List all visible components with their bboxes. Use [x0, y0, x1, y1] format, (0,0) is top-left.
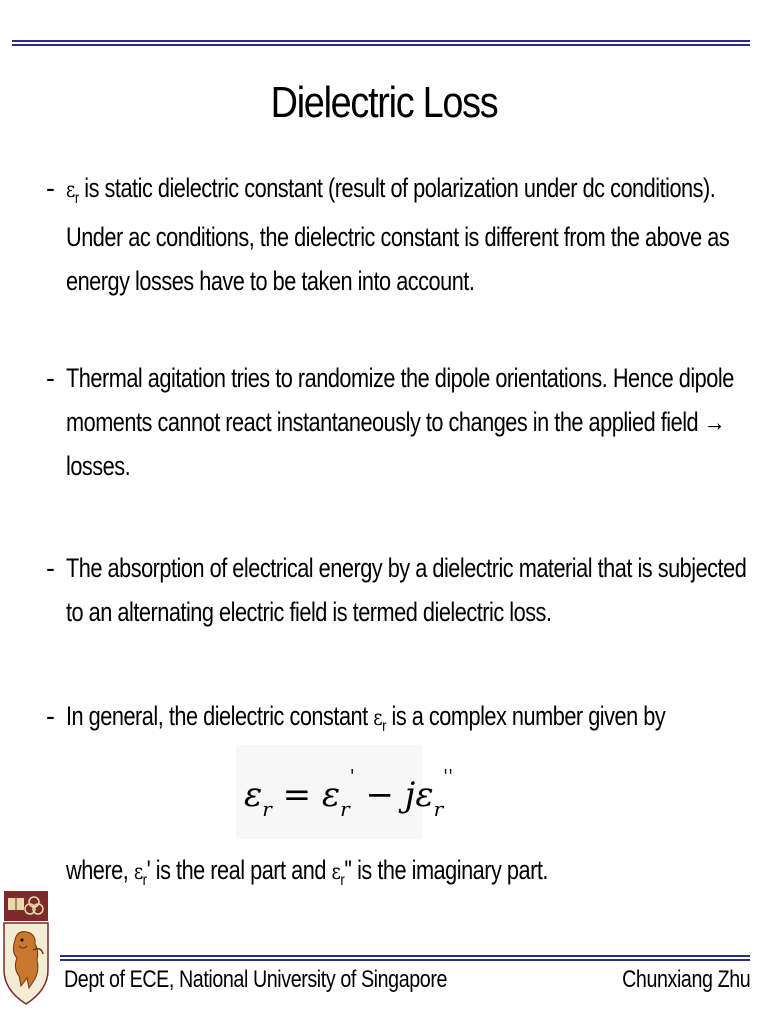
slide-title: Dielectric Loss: [270, 78, 498, 127]
bullet-text: [66, 694, 755, 743]
where-suffix: is the imaginary part.: [351, 855, 548, 885]
footer-department: Dept of ECE, National University of Singapore: [64, 966, 448, 993]
bullet-text: [66, 166, 755, 303]
eq-minus-j: − j: [354, 775, 416, 815]
where-prefix: where,: [66, 855, 134, 885]
bullet-thermal-agitation: [46, 356, 746, 488]
eq-equals: =: [271, 775, 322, 815]
bottom-divider: [60, 955, 750, 961]
bullet-dash: -: [46, 173, 55, 203]
bullet-absorption: [46, 546, 746, 634]
prime-real: ': [146, 855, 151, 885]
footer-author: Chunxiang Zhu: [621, 966, 750, 993]
eq-term2-symbol: ε: [415, 775, 434, 815]
bullet-dash: -: [46, 553, 55, 583]
bullet-text: The absorption of electrical energy by a dielectric material that is subjected to an alternating electric field is termed dielectric loss.: [66, 553, 747, 627]
university-crest-icon: [3, 890, 49, 1008]
bullet-static-constant: [46, 166, 746, 303]
prime-imag: '': [344, 855, 352, 885]
bullet-text-after: is a complex number given by: [385, 701, 666, 731]
eq-lhs-sub: r: [262, 797, 272, 821]
bullet-complex-number: [46, 694, 746, 743]
where-explanation: [66, 848, 548, 897]
epsilon-symbol: ε: [66, 178, 75, 203]
subscript-r: r: [74, 190, 79, 207]
complex-permittivity-equation: [236, 745, 454, 839]
bullet-dash: -: [46, 701, 55, 731]
subscript-r: r: [142, 872, 147, 889]
eq-term2-prime: '': [443, 766, 454, 787]
eq-term1-sub: r: [340, 797, 350, 821]
bullet-text-content: is static dielectric constant (result of polarization under dc conditions). Under ac conditions, the dielectric constant is different from the above as energy losses have to be taken into account.: [66, 173, 730, 296]
where-middle: is the real part and: [150, 855, 332, 885]
subscript-r: r: [382, 718, 386, 735]
bullet-dash: -: [46, 363, 55, 393]
top-divider: [12, 40, 750, 48]
subscript-r: r: [340, 872, 345, 889]
eq-term2-sub: r: [433, 797, 444, 821]
bullet-text-before: In general, the dielectric constant: [66, 701, 374, 731]
epsilon-symbol: ε: [373, 706, 383, 731]
eq-term1-prime: ': [349, 766, 355, 787]
eq-term1-symbol: ε: [321, 775, 341, 815]
bullet-text: Thermal agitation tries to randomize the dipole orientations. Hence dipole moments cannot react instantaneously to changes in the applied field → losses.: [66, 363, 734, 481]
epsilon-symbol: ε: [133, 860, 143, 885]
eq-lhs-symbol: ε: [244, 775, 263, 815]
epsilon-symbol: ε: [331, 860, 341, 885]
